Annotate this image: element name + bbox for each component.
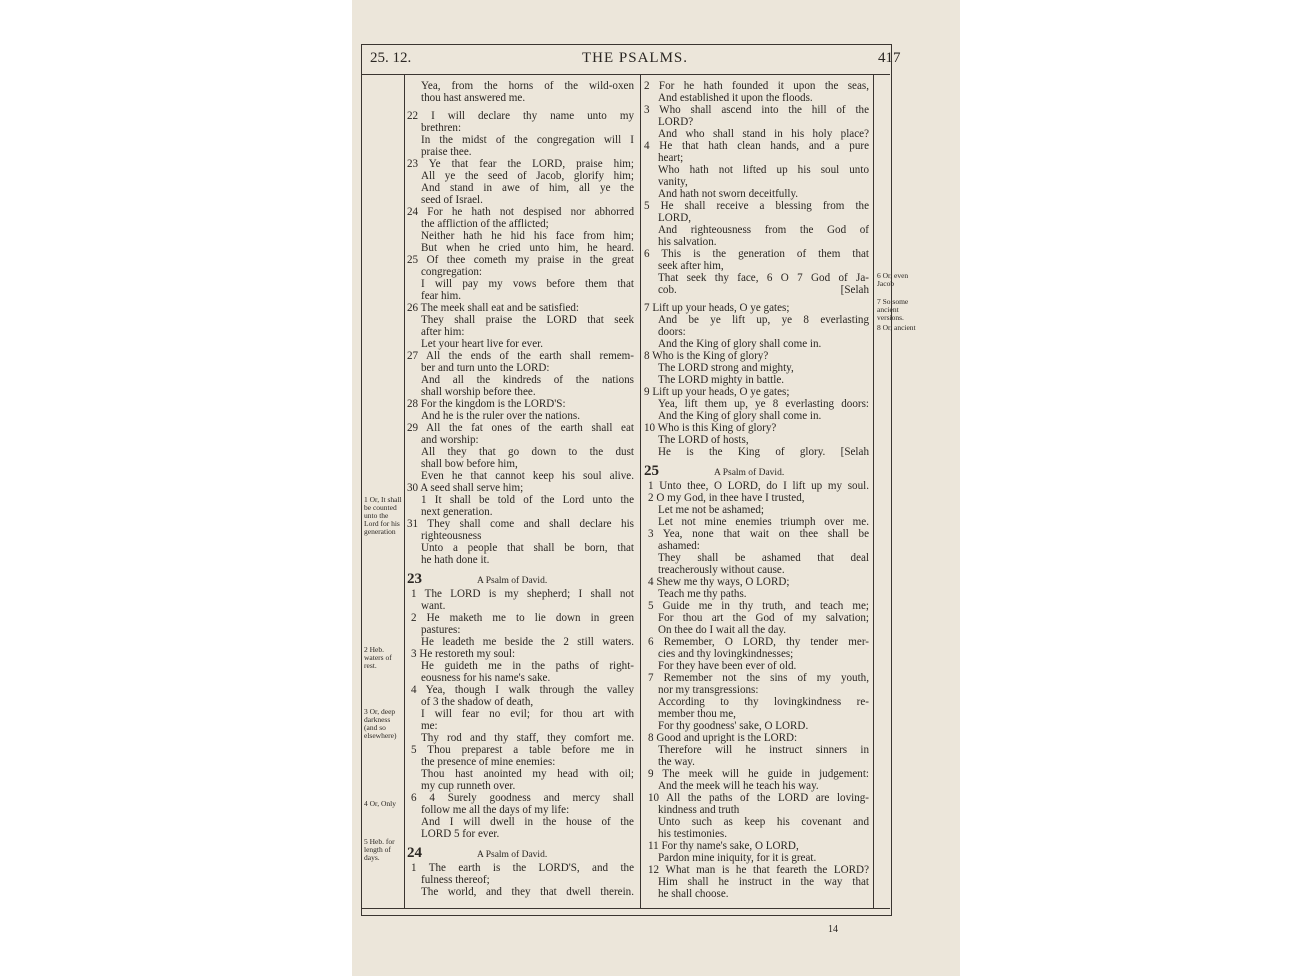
verse-line: shall bow before him, xyxy=(421,458,518,470)
margin-note: 8 Or, ancient xyxy=(877,323,916,332)
verse-line: 26 The meek shall eat and be satisfied: xyxy=(407,302,580,314)
verse-line: 31 They shall come and shall declare his xyxy=(407,518,634,530)
verse-line: Let me not be ashamed; xyxy=(658,504,764,516)
verse-line: ashamed: xyxy=(658,540,700,552)
psalm-heading xyxy=(644,462,869,480)
verse-line: The LORD mighty in battle. xyxy=(658,374,785,386)
verse-line: me: xyxy=(421,720,438,732)
verse-line: I will pay my vows before them that xyxy=(421,278,634,290)
psalm-number: 25 xyxy=(644,463,659,479)
verse-line: 22 I will declare thy name unto my xyxy=(407,110,634,122)
verse-line: They shall praise the LORD that seek xyxy=(421,314,634,326)
verse-line: the way. xyxy=(658,756,695,768)
verse-line: nor my transgressions: xyxy=(658,684,759,696)
verse-line: heart; xyxy=(658,152,684,164)
verse-line: Yea, from the horns of the wild-oxen xyxy=(421,80,634,92)
verse-line: 12 What man is he that feareth the LORD? xyxy=(648,864,869,876)
verse-line: 5 He shall receive a blessing from the xyxy=(644,200,869,212)
verse-line: ber and turn unto the LORD: xyxy=(421,362,550,374)
verse-line: 4 Yea, though I walk through the valley xyxy=(411,684,634,696)
verse-line: Yea, lift them up, ye 8 everlasting doors: xyxy=(658,398,869,410)
verse-line: 2 He maketh me to lie down in green xyxy=(411,612,634,624)
verse-line: 6 This is the generation of them that xyxy=(644,248,869,260)
verse-line: 2 O my God, in thee have I trusted, xyxy=(648,492,805,504)
verse-line: The LORD strong and mighty, xyxy=(658,362,794,374)
verse-line: 30 A seed shall serve him; xyxy=(407,482,524,494)
verse-line: Thou hast anointed my head with oil; xyxy=(421,768,634,780)
verse-line: righteousness xyxy=(421,530,482,542)
verse-line: 1 It shall be told of the Lord unto the xyxy=(421,494,634,506)
verse-line: LORD? xyxy=(658,116,694,128)
right-text-column xyxy=(644,80,869,900)
verse-line: 8 Good and upright is the LORD: xyxy=(648,732,798,744)
margin-note: 1 Or, It shall be counted unto the Lord for his generation xyxy=(364,495,402,536)
verse-line: For thy goodness' sake, O LORD. xyxy=(658,720,809,732)
verse-line: my cup runneth over. xyxy=(421,780,516,792)
margin-note: 5 Heb. for length of days. xyxy=(364,837,395,862)
verse-line: Teach me thy paths. xyxy=(658,588,747,600)
verse-line: 1 Unto thee, O LORD, do I lift up my soul. xyxy=(648,480,869,492)
verse-line: 3 Yea, none that wait on thee shall be xyxy=(648,528,869,540)
verse-line: shall worship before thee. xyxy=(421,386,536,398)
verse-line: 7 Lift up your heads, O ye gates; xyxy=(644,302,790,314)
verse-line: And righteousness from the God of xyxy=(658,224,869,236)
verse-line: praise thee. xyxy=(421,146,472,158)
verse-line: and worship: xyxy=(421,434,479,446)
verse-line: kindness and truth xyxy=(658,804,740,816)
right-margin-rule xyxy=(873,75,874,908)
verse-line: 3 He restoreth my soul: xyxy=(411,648,516,660)
verse-line: 9 The meek will he guide in judgement: xyxy=(648,768,869,780)
verse-line: 3 Who shall ascend into the hill of the xyxy=(644,104,869,116)
verse-line: Him shall he instruct in the way that xyxy=(658,876,869,888)
chapter-reference: 25. 12. xyxy=(370,50,412,66)
psalm-heading xyxy=(407,570,634,588)
margin-note: 2 Heb. waters of rest. xyxy=(364,645,392,670)
margin-note: 4 Or, Only xyxy=(364,799,396,808)
verse-line: And the King of glory shall come in. xyxy=(658,410,822,422)
verse-line: after him: xyxy=(421,326,465,338)
verse-line: cob. [Selah xyxy=(658,284,869,296)
verse-line: fulness thereof; xyxy=(421,874,490,886)
verse-line: And I will dwell in the house of the xyxy=(421,816,634,828)
verse-line: 6 Remember, O LORD, thy tender mer- xyxy=(648,636,869,648)
verse-line: And be ye lift up, ye 8 everlasting xyxy=(658,314,869,326)
verse-line: 2 For he hath founded it upon the seas, xyxy=(644,80,869,92)
verse-line: The LORD of hosts, xyxy=(658,434,749,446)
verse-line: 6 4 Surely goodness and mercy shall xyxy=(411,792,634,804)
verse-line: 8 Who is the King of glory? xyxy=(644,350,769,362)
verse-line: 25 Of thee cometh my praise in the great xyxy=(407,254,634,266)
verse-line: But when he cried unto him, he heard. xyxy=(421,242,634,254)
verse-line: he shall choose. xyxy=(658,888,729,900)
verse-line: And hath not sworn deceitfully. xyxy=(658,188,799,200)
verse-line: LORD 5 for ever. xyxy=(421,828,500,840)
verse-line: And the meek will he teach his way. xyxy=(658,780,819,792)
verse-line: the affliction of the afflicted; xyxy=(421,218,549,230)
psalm-number: 24 xyxy=(407,845,422,861)
verse-line: And all the kindreds of the nations xyxy=(421,374,634,386)
verse-line: 24 For he hath not despised nor abhorred xyxy=(407,206,634,218)
verse-line: 4 Shew me thy ways, O LORD; xyxy=(648,576,790,588)
verse-line: 10 All the paths of the LORD are loving- xyxy=(648,792,869,804)
verse-line: Thy rod and thy staff, they comfort me. xyxy=(421,732,634,744)
verse-line: 1 The earth is the LORD'S, and the xyxy=(411,862,634,874)
verse-line: thou hast answered me. xyxy=(421,92,526,104)
verse-line: 5 Thou preparest a table before me in xyxy=(411,744,634,756)
verse-line: On thee do I wait all the day. xyxy=(658,624,787,636)
verse-line: congregation: xyxy=(421,266,482,278)
column-divider xyxy=(640,75,641,908)
verse-line: eousness for his name's sake. xyxy=(421,672,551,684)
verse-line: 23 Ye that fear the LORD, praise him; xyxy=(407,158,634,170)
verse-line: doors: xyxy=(658,326,686,338)
psalm-heading xyxy=(407,844,634,862)
verse-line: 7 Remember not the sins of my youth, xyxy=(648,672,869,684)
verse-line: In the midst of the congregation will I xyxy=(421,134,634,146)
verse-line: Neither hath he hid his face from him; xyxy=(421,230,634,242)
verse-line: follow me all the days of my life: xyxy=(421,804,570,816)
verse-line: They shall be ashamed that deal xyxy=(658,552,869,564)
margin-note: 6 Or, even Jacob xyxy=(877,271,909,288)
verse-line: his salvation. xyxy=(658,236,717,248)
verse-line: Even he that cannot keep his soul alive. xyxy=(421,470,634,482)
verse-line: 4 He that hath clean hands, and a pure xyxy=(644,140,869,152)
verse-line: seek after him, xyxy=(658,260,724,272)
verse-line: cies and thy lovingkindnesses; xyxy=(658,648,794,660)
footer-rule xyxy=(361,908,890,909)
verse-line: seed of Israel. xyxy=(421,194,483,206)
verse-line: treacherously without cause. xyxy=(658,564,785,576)
verse-line: 10 Who is this King of glory? xyxy=(644,422,777,434)
verse-line: he hath done it. xyxy=(421,554,490,566)
verse-line: He is the King of glory. [Selah xyxy=(658,446,869,458)
verse-line: The world, and they that dwell therein. xyxy=(421,886,634,898)
verse-line: And who shall stand in his holy place? xyxy=(658,128,869,140)
psalm-subtitle: A Psalm of David. xyxy=(477,850,548,860)
verse-line: 5 Guide me in thy truth, and teach me; xyxy=(648,600,869,612)
verse-line: All ye the seed of Jacob, glorify him; xyxy=(421,170,634,182)
psalm-number: 23 xyxy=(407,571,422,587)
verse-line: Let not mine enemies triumph over me. xyxy=(658,516,869,528)
header-rule xyxy=(361,74,890,75)
left-margin-rule xyxy=(404,75,405,908)
psalm-subtitle: A Psalm of David. xyxy=(714,468,785,478)
verse-line: Pardon mine iniquity, for it is great. xyxy=(658,852,817,864)
verse-line: That seek thy face, 6 O 7 God of Ja- xyxy=(658,272,869,284)
verse-line: 28 For the kingdom is the LORD'S: xyxy=(407,398,566,410)
verse-line: of 3 the shadow of death, xyxy=(421,696,534,708)
verse-line: For they have been ever of old. xyxy=(658,660,797,672)
psalm-subtitle: A Psalm of David. xyxy=(477,576,548,586)
verse-line: 9 Lift up your heads, O ye gates; xyxy=(644,386,790,398)
verse-line: member thou me, xyxy=(658,708,736,720)
page-number: 417 xyxy=(878,50,901,66)
folio-signature: 14 xyxy=(828,924,838,935)
verse-line: 27 All the ends of the earth shall remem- xyxy=(407,350,634,362)
verse-line: fear him. xyxy=(421,290,462,302)
verse-line: brethren: xyxy=(421,122,462,134)
verse-line: Who hath not lifted up his soul unto xyxy=(658,164,869,176)
verse-line: Unto such as keep his covenant and xyxy=(658,816,869,828)
page-title: THE PSALMS. xyxy=(582,50,689,66)
verse-line: 11 For thy name's sake, O LORD, xyxy=(648,840,799,852)
verse-line: LORD, xyxy=(658,212,691,224)
margin-note: 7 So some ancient versions. xyxy=(877,297,909,322)
verse-line: For thou art the God of my salvation; xyxy=(658,612,869,624)
verse-line: And established it upon the floods. xyxy=(658,92,813,104)
verse-line: According to thy lovingkindness re- xyxy=(658,696,869,708)
margin-note: 3 Or, deep darkness (and so elsewhere) xyxy=(364,707,397,740)
verse-line: 1 The LORD is my shepherd; I shall not xyxy=(411,588,634,600)
verse-line: All they that go down to the dust xyxy=(421,446,634,458)
verse-line: Unto a people that shall be born, that xyxy=(421,542,634,554)
verse-line: He guideth me in the paths of right- xyxy=(421,660,634,672)
verse-line: And stand in awe of him, all ye the xyxy=(421,182,634,194)
verse-line: his testimonies. xyxy=(658,828,728,840)
verse-line: the presence of mine enemies: xyxy=(421,756,556,768)
verse-line: Therefore will he instruct sinners in xyxy=(658,744,869,756)
verse-line: He leadeth me beside the 2 still waters. xyxy=(421,636,634,648)
left-text-column xyxy=(407,80,634,898)
verse-line: pastures: xyxy=(421,624,461,636)
verse-line: vanity, xyxy=(658,176,688,188)
verse-line: want. xyxy=(421,600,446,612)
verse-line: And the King of glory shall come in. xyxy=(658,338,822,350)
verse-line: Let your heart live for ever. xyxy=(421,338,543,350)
verse-line: And he is the ruler over the nations. xyxy=(421,410,580,422)
verse-line: I will fear no evil; for thou art with xyxy=(421,708,634,720)
verse-line: 29 All the fat ones of the earth shall eat xyxy=(407,422,634,434)
verse-line: next generation. xyxy=(421,506,493,518)
